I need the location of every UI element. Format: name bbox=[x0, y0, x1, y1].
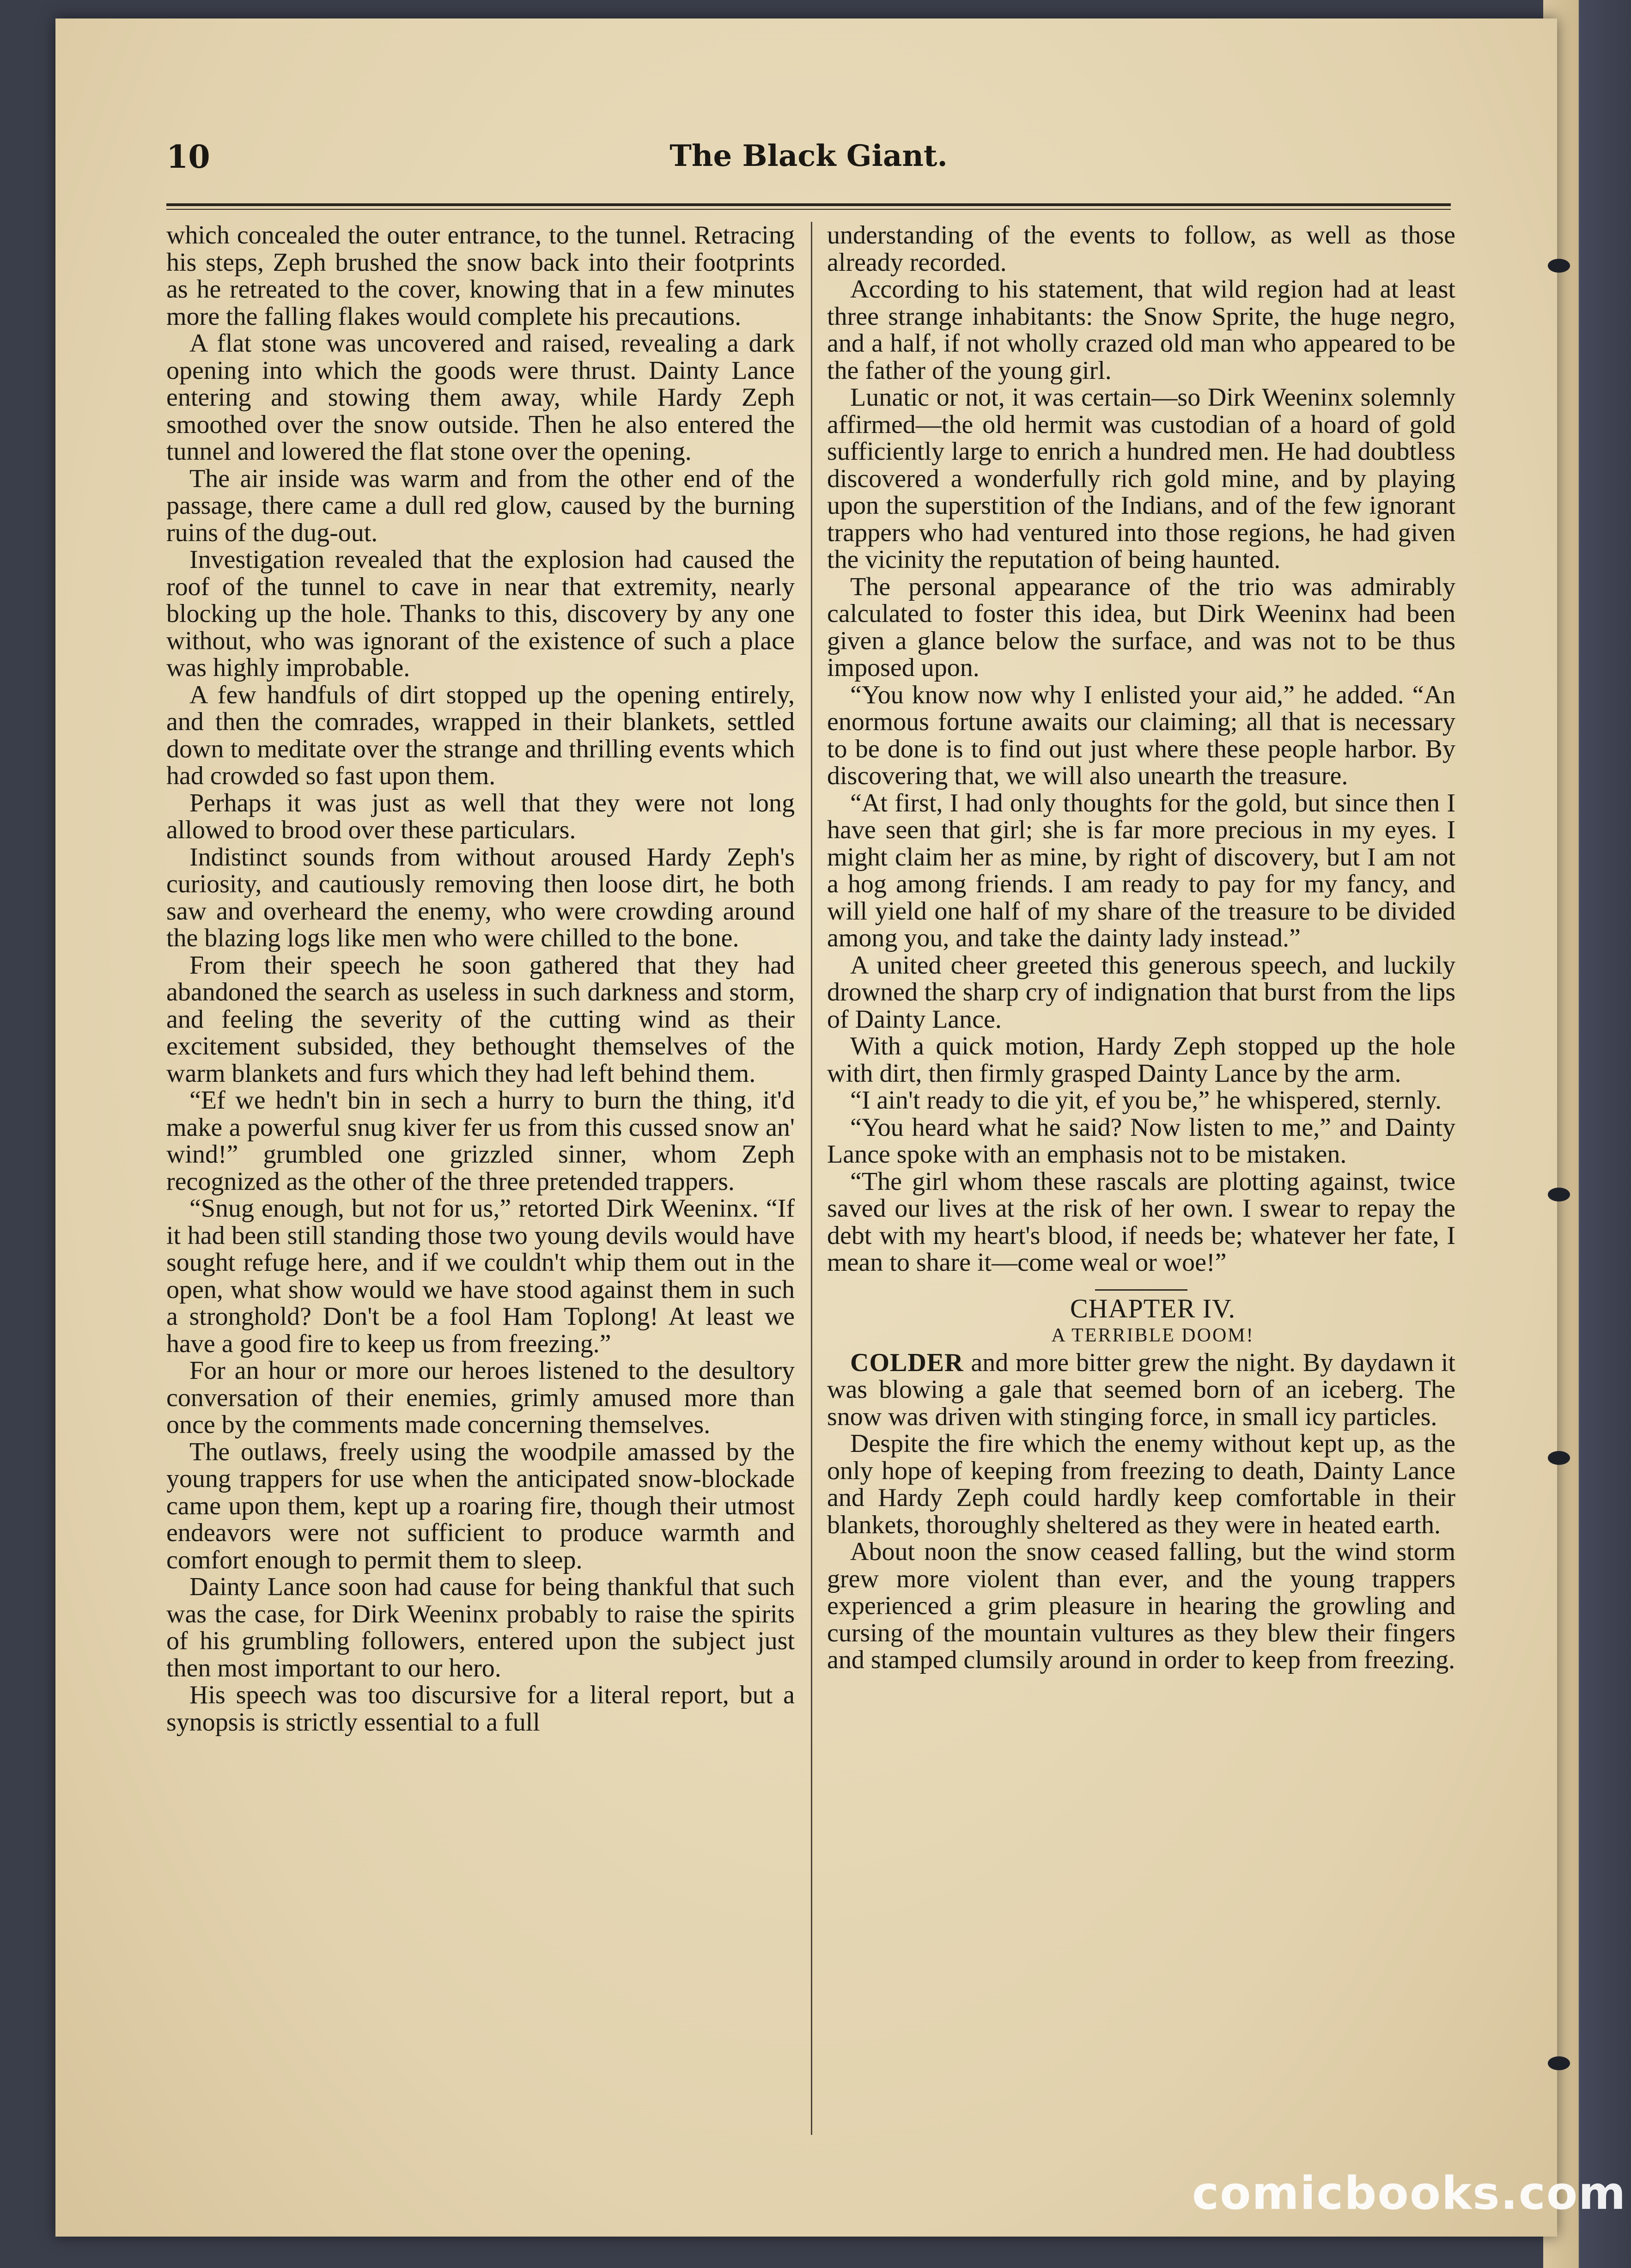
paragraph: The personal appearance of the trio was admirably calculated to foster this idea, but Dirk Weeninx had been given a glance below the surface, and was not to be thus imposed upon. bbox=[827, 572, 1455, 682]
binding-hole bbox=[1548, 2056, 1570, 2070]
paragraph: A flat stone was uncovered and raised, revealing a dark opening into which the goods were thrust. Dainty Lance entering and stowing them away, while Hardy Zeph smoothed over the snow outside. Then he also entered the tunnel and lowered the flat stone over the opening. bbox=[166, 329, 795, 466]
opening-text: and more bitter grew the night. By daydawn it was blowing a gale that seemed born of an iceberg. The snow was driven with stinging force, in small icy particles. bbox=[827, 1348, 1455, 1431]
binding-holes bbox=[1548, 0, 1576, 2268]
left-column bbox=[166, 222, 795, 2140]
paragraph: From their speech he soon gathered that they had abandoned the search as useless in such darkness and storm, and feeling the severity of the cutting wind as their excitement subsided, they bethought themselves of the warm blankets and furs which they had left behind them. bbox=[166, 951, 795, 1088]
paragraph: A united cheer greeted this generous speech, and luckily drowned the sharp cry of indignation that burst from the lips of Dainty Lance. bbox=[827, 951, 1455, 1034]
paragraph: About noon the snow ceased falling, but the wind storm grew more violent than ever, and the young trappers experienced a grim pleasure in hearing the growling and cursing of the mountain vultures as they blew their fingers and stamped clumsily around in order to keep from freezing. bbox=[827, 1537, 1455, 1674]
binding-hole bbox=[1548, 1451, 1570, 1465]
paragraph: A few handfuls of dirt stopped up the opening entirely, and then the comrades, wrapped in their blankets, settled down to meditate over the strange and thrilling events which had crowded so fast upon them. bbox=[166, 680, 795, 790]
paragraph: The outlaws, freely using the woodpile amassed by the young trappers for use when the anticipated snow-blockade came upon them, kept up a roaring fire, though their utmost endeavors were not sufficient to produce warmth and comfort enough to permit them to sleep. bbox=[166, 1437, 795, 1574]
header-rule bbox=[166, 203, 1451, 206]
paragraph: Perhaps it was just as well that they were not long allowed to brood over these particulars. bbox=[166, 788, 795, 844]
right-column bbox=[827, 222, 1455, 2140]
paragraph: For an hour or more our heroes listened to the desultory conversation of their enemies, grimly amused more than once by the comments made concerning themselves. bbox=[166, 1356, 795, 1439]
binding-hole bbox=[1548, 1188, 1570, 1201]
paragraph: “Ef we hedn't bin in sech a hurry to burn the thing, it'd make a powerful snug kiver fer us from this cussed snow an' wind!” grumbled one grizzled sinner, whom Zeph recognized as the other of the three pretended trappers. bbox=[166, 1086, 795, 1196]
paragraph: “You know now why I enlisted your aid,” he added. “An enormous fortune awaits our claiming; all that is necessary to be done is to find out just where these people harbor. By discovering that, we will also unearth the treasure. bbox=[827, 680, 1455, 790]
binding-hole bbox=[1548, 259, 1570, 273]
chapter-rule bbox=[1095, 1289, 1187, 1291]
chapter-opening-paragraph bbox=[827, 1349, 1455, 1431]
watermark: comicbooks.com bbox=[1192, 2167, 1627, 2220]
header-rule-thin bbox=[166, 209, 1451, 210]
paragraph: “The girl whom these rascals are plotting against, twice saved our lives at the risk of her own. I swear to repay the debt with my heart's blood, if needs be; whatever her fate, I mean to share it—come weal or woe!” bbox=[827, 1167, 1455, 1277]
page-header bbox=[166, 139, 1451, 189]
paragraph: Despite the fire which the enemy without kept up, as the only hope of keeping from freezing to death, Dainty Lance and Hardy Zeph could hardly keep comfortable in their blankets, thoroughly sheltered as they were in heated earth. bbox=[827, 1429, 1455, 1539]
paragraph: Indistinct sounds from without aroused Hardy Zeph's curiosity, and cautiously removing then loose dirt, he both saw and overheard the enemy, who were crowding around the blazing logs like men who were chilled to the bone. bbox=[166, 842, 795, 952]
paragraph: Dainty Lance soon had cause for being thankful that such was the case, for Dirk Weeninx probably to raise the spirits of his grumbling followers, entered upon the subject just then most important to our hero. bbox=[166, 1573, 795, 1683]
paragraph: which concealed the outer entrance, to the tunnel. Retracing his steps, Zeph brushed the snow back into their footprints as he retreated to the cover, knowing that in a few minutes more the falling flakes would complete his precautions. bbox=[166, 222, 795, 331]
paragraph: With a quick motion, Hardy Zeph stopped up the hole with dirt, then firmly grasped Dainty Lance by the arm. bbox=[827, 1032, 1455, 1088]
paragraph: understanding of the events to follow, as well as those already recorded. bbox=[827, 222, 1455, 277]
paragraph: His speech was too discursive for a literal report, but a synopsis is strictly essential to a full bbox=[166, 1681, 795, 1737]
paragraph: According to his statement, that wild region had at least three strange inhabitants: the Snow Sprite, the huge negro, and a half, if not wholly crazed old man who appeared to be the father of the young girl. bbox=[827, 275, 1455, 385]
running-title: The Black Giant. bbox=[669, 139, 948, 173]
chapter-subtitle: A TERRIBLE DOOM! bbox=[1051, 1325, 1254, 1346]
paragraph: “At first, I had only thoughts for the gold, but since then I have seen that girl; she is far more precious in my eyes. I might claim her as mine, by right of discovery, but I am not a hog among friends. I am ready to pay for my fancy, and will yield one half of my share of the treasure to be divided among you, and take the dainty lady instead.” bbox=[827, 788, 1455, 952]
paragraph: Lunatic or not, it was certain—so Dirk Weeninx solemnly affirmed—the old hermit was custodian of a hoard of gold sufficiently large to enrich a hundred men. He had doubtless discovered a wonderfully rich gold mine, and by playing upon the superstition of the Indians, and of the few ignorant trappers who had ventured into those regions, he had given the vicinity the reputation of being haunted. bbox=[827, 383, 1455, 574]
paragraph: “You heard what he said? Now listen to me,” and Dainty Lance spoke with an emphasis not to be mistaken. bbox=[827, 1113, 1455, 1169]
paragraph: “Snug enough, but not for us,” retorted Dirk Weeninx. “If it had been still standing those two young devils would have sought refuge here, and if we couldn't whip them out in the open, what show would we have stood against them in such a stronghold? Don't be a fool Ham Toplong! At least we have a good fire to keep us from freezing.” bbox=[166, 1194, 795, 1358]
chapter-title: CHAPTER IV. bbox=[1070, 1293, 1235, 1323]
opening-word: COLDER bbox=[850, 1348, 964, 1377]
column-divider bbox=[811, 222, 812, 2135]
paragraph: The air inside was warm and from the other end of the passage, there came a dull red glow, caused by the burning ruins of the dug-out. bbox=[166, 464, 795, 547]
page-number: 10 bbox=[166, 139, 210, 176]
paragraph: “I ain't ready to die yit, ef you be,” he whispered, sternly. bbox=[850, 1086, 1442, 1115]
paragraph: Investigation revealed that the explosion had caused the roof of the tunnel to cave in near that extremity, nearly blocking up the hole. Thanks to this, discovery by any one without, who was ignorant of the existence of such a place was highly improbable. bbox=[166, 545, 795, 682]
